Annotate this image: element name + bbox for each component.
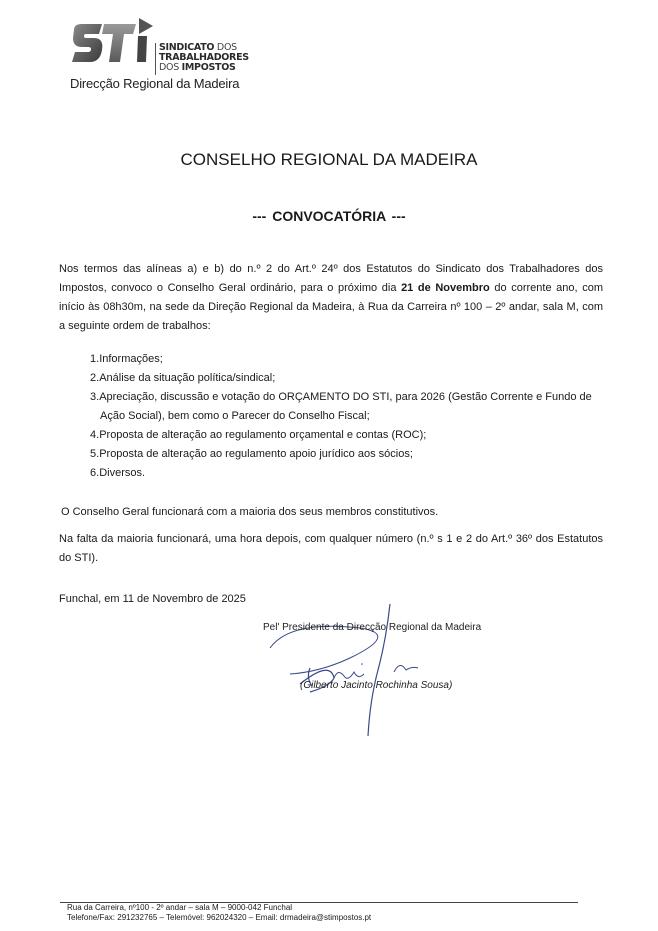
agenda-item [90, 426, 605, 445]
agenda-item-number: 3. [90, 391, 100, 403]
agenda-item-number: 6. [90, 467, 100, 479]
org-name [159, 43, 249, 73]
agenda-item [90, 388, 605, 426]
agenda-item-text: Informações; [99, 353, 163, 365]
sti-logo-mark-icon [68, 16, 158, 76]
org-line1-bold: SINDICATO [159, 42, 215, 53]
document-title: CONSELHO REGIONAL DA MADEIRA [180, 150, 478, 169]
date-line: Funchal, em 11 de Novembro de 2025 [59, 593, 246, 605]
agenda-item-text: Análise da situação política/sindical; [99, 372, 276, 384]
org-line1-light: DOS [214, 42, 237, 53]
meeting-date: 21 de Novembro [401, 282, 490, 294]
quorum-paragraph: O Conselho Geral funcionará com a maioria dos seus membros constitutivos. [61, 506, 439, 518]
agenda-item-text: Diversos. [99, 467, 146, 479]
agenda-item [90, 464, 605, 483]
agenda-list [90, 350, 605, 483]
agenda-item-number: 2. [90, 372, 100, 384]
agenda-item-text: Apreciação, discussão e votação do ORÇAMENTO DO STI, para 2026 (Gestão Corrente e Fundo de [99, 391, 592, 403]
footer-address: Rua da Carreira, nº100 - 2º andar – sala M – 9000-042 Funchal [67, 903, 293, 912]
footer-contacts: Telefone/Fax: 291232765 – Telemóvel: 962024320 – Email: drmadeira@stimpostos.pt [67, 913, 372, 922]
handwritten-signature-icon [250, 600, 470, 740]
intro-paragraph [59, 260, 603, 336]
intro-text-start: Nos termos das alíneas a) e b) do n.º 2 do Art.º 24º dos Estatutos do Sindicato dos Trabalhadores dos Impostos, convoco o Conselho Geral ordinário, para o próximo dia [59, 263, 603, 294]
agenda-item-text: Proposta de alteração ao regulamento apoio jurídico aos sócios; [99, 448, 413, 460]
document-subtitle: --- CONVOCATÓRIA --- [252, 208, 406, 224]
signature-role: Pel' Presidente da Direcção Regional da Madeira [263, 622, 482, 633]
agenda-item-continuation: Ação Social), bem como o Parecer do Conselho Fiscal; [100, 410, 370, 422]
agenda-item-number: 1. [90, 353, 100, 365]
agenda-item-number: 5. [90, 448, 100, 460]
org-line3-bold: IMPOSTOS [181, 62, 236, 73]
logo-divider [155, 43, 156, 75]
signatory-name: (Gilberto Jacinto Rochinha Sousa) [300, 680, 453, 691]
agenda-item-number: 4. [90, 429, 100, 441]
intro-text-end: do corrente ano, com início às 08h30m, na sede da Direção Regional da Madeira, à Rua da Carreira nº 100 – 2º andar, sala M, com a seguinte ordem de trabalhos: [59, 282, 603, 332]
regional-direction-label: Direcção Regional da Madeira [70, 76, 240, 91]
fallback-paragraph: Na falta da maioria funcionará, uma hora depois, com qualquer número (n.º s 1 e 2 do Art.º 36º dos Estatutos do STI). [59, 533, 603, 564]
sti-logo [68, 16, 268, 96]
org-line2-bold: TRABALHADORES [159, 52, 249, 63]
agenda-item [90, 350, 605, 369]
footer [67, 903, 371, 923]
agenda-item-text: Proposta de alteração ao regulamento orçamental e contas (ROC); [99, 429, 427, 441]
agenda-item [90, 445, 605, 464]
agenda-item [90, 369, 605, 388]
org-line3-light: DOS [159, 62, 182, 73]
